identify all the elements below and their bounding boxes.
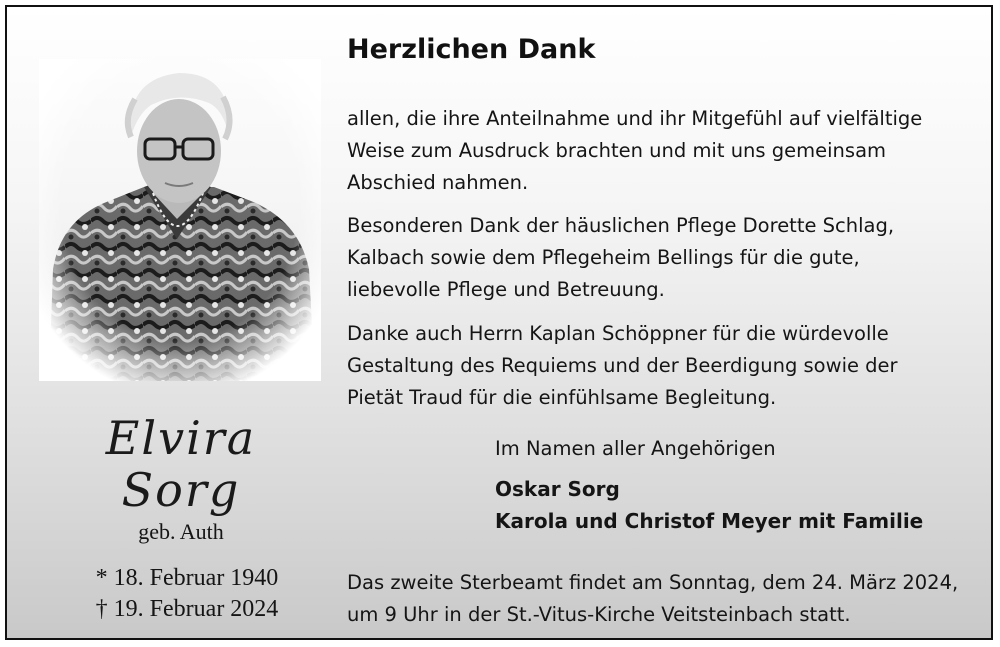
deceased-last-name: Sorg: [121, 463, 241, 517]
maiden-name: geb. Auth: [138, 519, 224, 544]
text-line: Pietät Traud für die einfühlsame Begleitung.: [347, 386, 777, 409]
text-line: allen, die ihre Anteilnahme und ihr Mitgefühl auf vielfältige: [347, 107, 923, 130]
birth-date: * 18. Februar 1940: [95, 565, 279, 591]
thanks-paragraph-2: [347, 210, 987, 306]
deceased-first-name: Elvira: [105, 411, 257, 465]
obituary-card: [5, 5, 993, 640]
text-line: Gestaltung des Requiems und der Beerdigung sowie der: [347, 354, 898, 377]
thanks-paragraph-1: [347, 103, 987, 199]
text-line: Besonderen Dank der häuslichen Pflege Dorette Schlag,: [347, 214, 895, 237]
portrait-photo: [39, 59, 321, 381]
thanks-paragraph-3: [347, 318, 987, 414]
text-line: Das zweite Sterbeamt findet am Sonntag, dem 24. März 2024,: [347, 571, 959, 594]
service-notice: [347, 567, 987, 631]
signature-intro: Im Namen aller Angehörigen: [495, 437, 776, 460]
death-date: † 19. Februar 2024: [95, 596, 279, 622]
thanks-heading: Herzlichen Dank: [347, 34, 596, 65]
text-line: liebevolle Pflege und Betreuung.: [347, 278, 665, 301]
text-line: Weise zum Ausdruck brachten und mit uns gemeinsam: [347, 139, 887, 162]
text-line: Kalbach sowie dem Pflegeheim Bellings für die gute,: [347, 246, 860, 269]
text-line: Danke auch Herrn Kaplan Schöppner für die würdevolle: [347, 322, 889, 345]
text-line: um 9 Uhr in der St.-Vitus-Kirche Veitsteinbach statt.: [347, 603, 851, 626]
signature-name-1: Oskar Sorg: [495, 477, 620, 501]
text-line: Abschied nahmen.: [347, 171, 529, 194]
signature-name-2: Karola und Christof Meyer mit Familie: [495, 509, 924, 533]
